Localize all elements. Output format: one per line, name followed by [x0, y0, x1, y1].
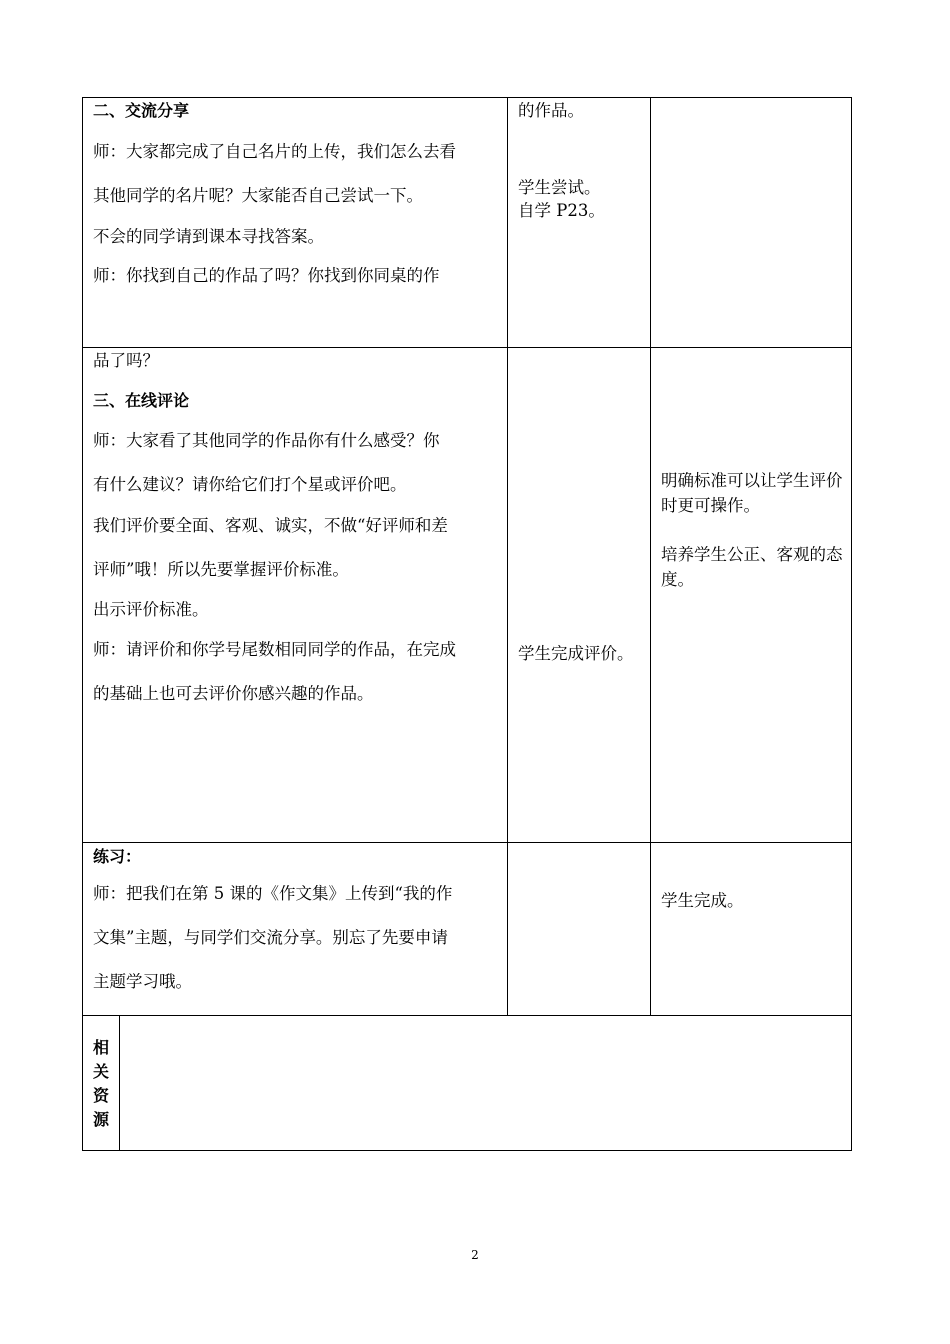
text-line: 文集”主题，与同学们交流分享。别忘了先要申请 [93, 928, 448, 947]
text-line: 我们评价要全面、客观、诚实，不做“好评师和差 [93, 516, 448, 535]
student-activity-cell [508, 98, 651, 347]
resources-label [83, 1016, 120, 1150]
lesson-table [82, 97, 852, 1151]
text-line: 出示评价标准。 [93, 600, 209, 619]
intent-note: 培养学生公正、客观的态度。 [661, 545, 843, 589]
teacher-activity-cell [83, 348, 508, 842]
table-row [83, 348, 851, 843]
section-heading: 练习： [93, 847, 142, 866]
text-line: 学生尝试。 [518, 178, 601, 197]
label-char: 源 [92, 1110, 109, 1129]
text-line: 师：大家都完成了自己名片的上传，我们怎么去看 [93, 142, 456, 161]
text-line: 学生完成评价。 [518, 644, 634, 663]
design-intent-cell [651, 843, 851, 1015]
page-number: 2 [471, 1248, 479, 1262]
text-line: 师：你找到自己的作品了吗？你找到你同桌的作 [93, 266, 440, 285]
resources-row [83, 1016, 851, 1150]
text-line: 其他同学的名片呢？大家能否自己尝试一下。 [93, 186, 423, 205]
text-line: 评师”哦！所以先要掌握评价标准。 [93, 560, 349, 579]
text-line: 有什么建议？请你给它们打个星或评价吧。 [93, 475, 407, 494]
text-line: 品了吗？ [93, 351, 159, 370]
text-line: 的基础上也可去评价你感兴趣的作品。 [93, 684, 374, 703]
design-intent-cell [651, 98, 851, 347]
teacher-activity-cell [83, 843, 508, 1015]
section-heading: 二、交流分享 [93, 101, 190, 120]
label-char: 关 [92, 1062, 109, 1081]
text-line: 自学 P23。 [518, 201, 605, 220]
text-line: 学生完成。 [661, 891, 744, 910]
table-row [83, 98, 851, 348]
label-char: 资 [92, 1086, 109, 1105]
table-row [83, 843, 851, 1016]
label-char: 相 [92, 1038, 109, 1057]
text-line: 主题学习哦。 [93, 972, 192, 991]
text-line: 师：大家看了其他同学的作品你有什么感受？你 [93, 431, 440, 450]
intent-note: 明确标准可以让学生评价时更可操作。 [661, 471, 843, 515]
section-heading: 三、在线评论 [93, 391, 190, 410]
student-activity-cell [508, 843, 651, 1015]
resources-content-cell [120, 1016, 851, 1150]
text-line: 的作品。 [518, 101, 584, 120]
student-activity-cell [508, 348, 651, 842]
design-intent-cell [651, 348, 851, 842]
text-line: 不会的同学请到课本寻找答案。 [93, 227, 324, 246]
text-line: 师：请评价和你学号尾数相同同学的作品，在完成 [93, 640, 456, 659]
text-line: 师：把我们在第 5 课的《作文集》上传到“我的作 [93, 884, 453, 903]
teacher-activity-cell [83, 98, 508, 347]
